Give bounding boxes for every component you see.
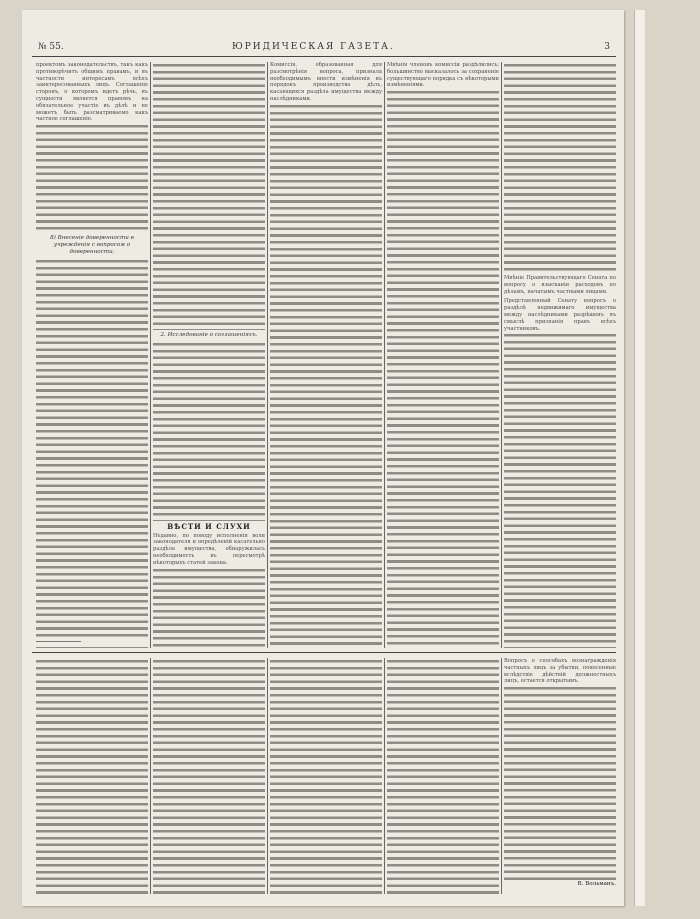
text-block	[387, 658, 499, 894]
page-number-right: 3	[604, 42, 610, 52]
column-3	[270, 62, 382, 648]
journal-title: ЮРИДИЧЕСКАЯ ГАЗЕТА.	[232, 42, 395, 52]
text-block	[270, 103, 382, 648]
text-block	[504, 332, 616, 648]
footnote-block	[36, 645, 148, 648]
text-block	[270, 658, 382, 894]
column-5	[504, 62, 616, 648]
lower-column-5	[504, 658, 616, 894]
author-signature: В. Вольманъ.	[577, 881, 616, 888]
text-block	[36, 123, 148, 233]
news-text: Недавно, по поводу исполненія воли законодателя и опредѣленій касательно раздѣла имущества, обнаружилась необходимость въ пересмотрѣ нѣкоторыхъ статей закона.	[153, 532, 265, 566]
column-4-text: Мнѣнія членовъ комиссіи раздѣлились; большинство высказалось за сохраненіе существующаго порядка съ нѣкоторыми измѣненіями.	[387, 62, 499, 89]
page-edge	[634, 10, 645, 906]
text-block	[504, 62, 616, 272]
column-5-text: Мнѣніе Правительствующаго Сената по вопросу о взысканіи расходовъ по дѣламъ, начатымъ частными лицами.	[504, 275, 616, 295]
column-4	[387, 62, 499, 648]
column-1	[36, 62, 148, 648]
lower-column-1	[36, 658, 148, 894]
lower-column-4	[387, 658, 499, 894]
text-block	[153, 658, 265, 894]
column-rule	[267, 658, 268, 894]
column-rule	[384, 658, 385, 894]
page-number-left: № 55.	[38, 42, 64, 52]
header-rule	[32, 56, 616, 57]
section-title: 2. Исследованіе о соглашеніяхъ.	[160, 332, 258, 338]
footnote-rule	[36, 641, 81, 642]
column-5-body: Представленный Сенату вопросъ о раздѣлѣ недвижимаго имущества между наслѣдниками разрѣшенъ въ смыслѣ признанія правъ всѣхъ участниковъ.	[504, 298, 616, 332]
newspaper-page	[22, 10, 624, 906]
column-rule	[501, 62, 502, 648]
column-rule	[384, 62, 385, 648]
lower-column-5-text: Вопросъ о способахъ вознагражденія частныхъ лицъ за убытки, понесенные вслѣдствіе дѣйствій должностныхъ лицъ, остается открытымъ.	[504, 658, 616, 685]
news-heading: ВѢСТИ И СЛУХИ	[167, 521, 251, 531]
subheading: 8) Внесеніе доверенности в учрежденія с вопросом о доверенности.	[50, 235, 134, 255]
text-block	[387, 89, 499, 648]
text-block	[153, 62, 265, 330]
section-rule	[32, 652, 616, 653]
column-rule	[150, 658, 151, 894]
column-2	[153, 62, 265, 648]
text-block	[504, 685, 616, 881]
text-block	[153, 567, 265, 648]
column-1-text: проектомъ законодательствъ, такъ какъ противорѣчитъ общимъ правамъ, и въ частности интересамъ всѣхъ заинтересованныхъ лицъ. Соглашеніе сторонъ, о которомъ идетъ рѣчь, въ сущности является правомъ на обязательное участіе въ дѣлѣ и не можетъ быть разсматриваемо какъ частное соглашеніе.	[36, 62, 148, 123]
lower-column-3	[270, 658, 382, 894]
lower-column-2	[153, 658, 265, 894]
text-block	[36, 258, 148, 638]
text-block	[153, 341, 265, 521]
column-rule	[267, 62, 268, 648]
column-3-text: Комиссія, образованная для разсмотрѣнія вопроса, признала необходимымъ внести измѣненія въ порядокъ производства дѣлъ, касающихся раздѣла имущества между наслѣдниками.	[270, 62, 382, 102]
column-rule	[501, 658, 502, 894]
text-block	[36, 658, 148, 894]
column-rule	[150, 62, 151, 648]
